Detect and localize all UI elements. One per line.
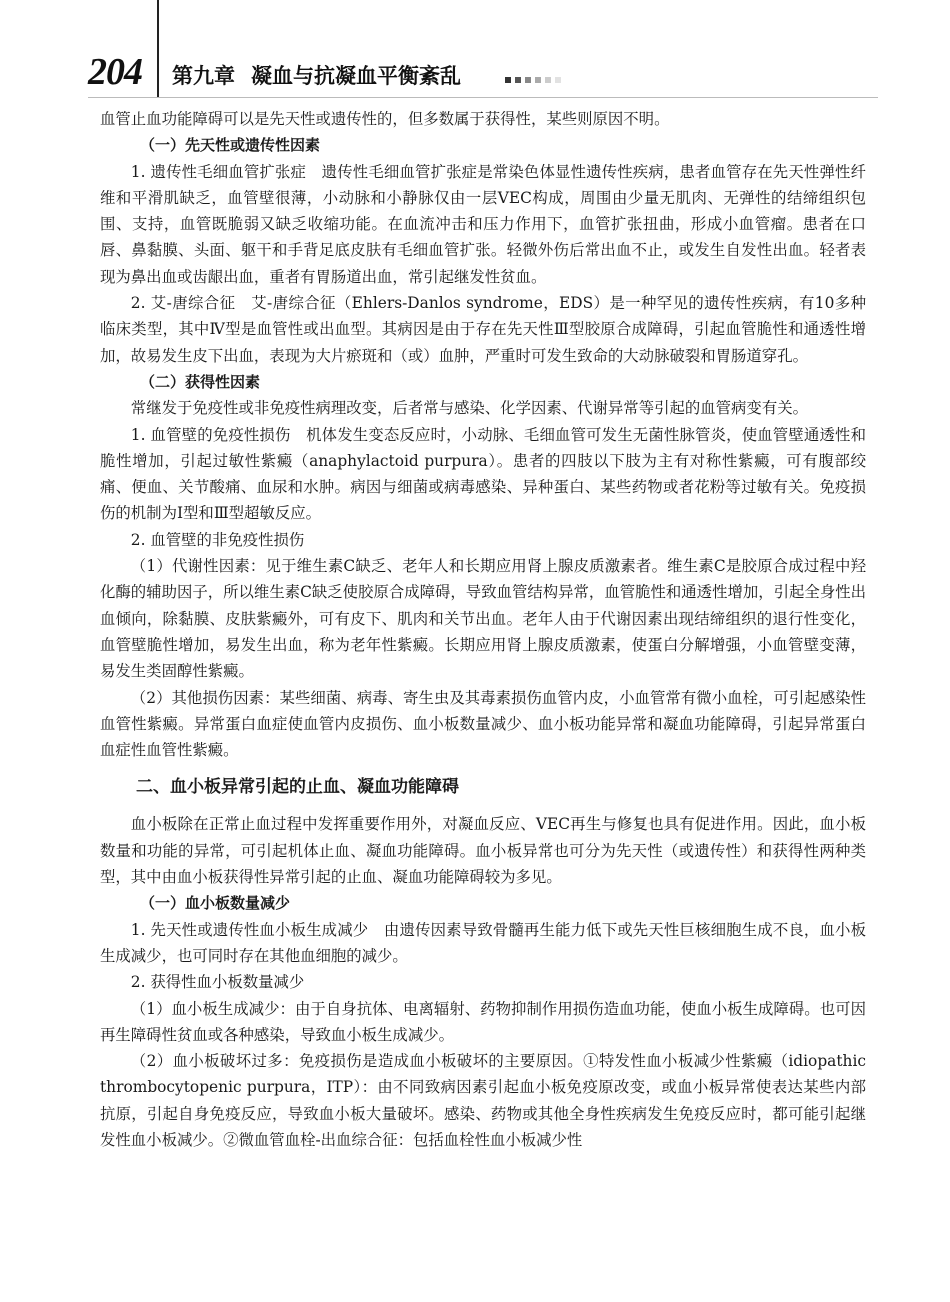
header-vertical-rule — [157, 0, 159, 98]
item-title: 1. 遗传性毛细血管扩张症 — [130, 162, 307, 181]
heading-congenital-factors: （一）先天性或遗传性因素 — [140, 136, 321, 155]
item-title: 1. 血管壁的免疫性损伤 — [130, 425, 291, 444]
heading-section-platelet: 二、血小板异常引起的止血、凝血功能障碍 — [136, 777, 459, 798]
paragraph-platelet-intro: 血小板除在正常止血过程中发挥重要作用外，对凝血反应、VEC再生与修复也具有促进作用。因此，血小板数量和功能的异常，可引起机体止血、凝血功能障碍。血小板异常也可分为先天性（或遗传性）和获得性两种类型，其中由血小板获得性异常引起的止血、凝血功能障碍较为多见。 — [100, 815, 866, 887]
paragraph-immune-injury: 1. 血管壁的免疫性损伤 机体发生变态反应时，小动脉、毛细血管可发生无菌性脉管炎，使血管壁通透性和脆性增加，引起过敏性紫癜（anaphylactoid purpura）。患者的四肢以下肢为主有对称性紫癜，可有腹部绞痛、便血、关节酸痛、血尿和水肿。病因与细菌或病毒感染、异种蛋白、某些药物或者花粉等过敏有关。免疫损伤的机制为Ⅰ型和Ⅲ型超敏反应。 — [100, 425, 866, 523]
paragraph-hht: 1. 遗传性毛细血管扩张症 遗传性毛细血管扩张症是常染色体显性遗传性疾病，患者血管存在先天性弹性纤维和平滑肌缺乏，血管壁很薄，小动脉和小静脉仅由一层VEC构成，周围由少量无肌肉、无弹性的结缔组织包围、支持，血管既脆弱又缺乏收缩功能。在血流冲击和压力作用下，血管扩张扭曲，形成小血管瘤。患者在口唇、鼻黏膜、头面、躯干和手背足底皮肤有毛细血管扩张。轻微外伤后常出血不止，或发生自发性出血。轻者表现为鼻出血或齿龈出血，重者有胃肠道出血，常引起继发性贫血。 — [100, 162, 866, 286]
paragraph-other-injury: （2）其他损伤因素：某些细菌、病毒、寄生虫及其毒素损伤血管内皮，小血管常有微小血栓，可引起感染性血管性紫癜。异常蛋白血症使血管内皮损伤、血小板数量减少、血小板功能异常和凝血功能障碍，引起异常蛋白血症性血管性紫癜。 — [100, 688, 866, 760]
heading-acquired-factors: （二）获得性因素 — [140, 372, 261, 391]
paragraph-eds: 2. 艾-唐综合征 艾-唐综合征（Ehlers-Danlos syndrome，EDS）是一种罕见的遗传性疾病，有10多种临床类型，其中Ⅳ型是血管性或出血型。其病因是由于存在先天性Ⅲ型胶原合成障碍，引起血管脆性和通透性增加，故易发生皮下出血，表现为大片瘀斑和（或）血肿，严重时可发生致命的大动脉破裂和胃肠道穿孔。 — [100, 294, 866, 365]
paragraph-intro: 血管止血功能障碍可以是先天性或遗传性的，但多数属于获得性，某些则原因不明。 — [100, 110, 670, 128]
item-title: 2. 艾-唐综合征 — [130, 294, 236, 313]
chapter-decoration — [505, 68, 605, 76]
paragraph-reduced-production: （1）血小板生成减少：由于自身抗体、电离辐射、药物抑制作用损伤造血功能，使血小板生成障碍。也可因再生障碍性贫血或各种感染，导致血小板生成减少。 — [100, 999, 866, 1044]
chapter-number: 第九章 — [172, 64, 235, 88]
subheading-non-immune-injury: 2. 血管壁的非免疫性损伤 — [130, 530, 305, 549]
chapter-heading — [172, 60, 461, 90]
chapter-title: 凝血与抗凝血平衡紊乱 — [251, 64, 461, 88]
page-number: 204 — [88, 51, 142, 93]
heading-platelet-decrease: （一）血小板数量减少 — [140, 894, 291, 913]
paragraph-metabolic: （1）代谢性因素：见于维生素C缺乏、老年人和长期应用肾上腺皮质激素者。维生素C是胶原合成过程中羟化酶的辅助因子，所以维生素C缺乏使胶原合成障碍，导致血管结构异常，血管脆性和通透性增加，引起全身性出血倾向，除黏膜、皮肤紫癜外，可有皮下、肌肉和关节出血。老年人由于代谢因素出现结缔组织的退行性变化，血管壁脆性增加，易发生出血，称为老年性紫癜。长期应用肾上腺皮质激素，使蛋白分解增强，小血管壁变薄，易发生类固醇性紫癜。 — [100, 557, 866, 681]
paragraph-congenital-thrombocytopenia: 1. 先天性或遗传性血小板生成减少 由遗传因素导致骨髓再生能力低下或先天性巨核细胞生成不良，血小板生成减少，也可同时存在其他血细胞的减少。 — [100, 920, 866, 965]
subheading-acquired-thrombocytopenia: 2. 获得性血小板数量减少 — [130, 973, 305, 992]
header-divider — [88, 97, 878, 98]
paragraph-excess-destruction: （2）血小板破坏过多：免疫损伤是造成血小板破坏的主要原因。①特发性血小板减少性紫癜（idiopathic thrombocytopenic purpura，ITP）：由不同致病因素引起血小板免疫原改变，或血小板异常使表达某些内部抗原，引起自身免疫反应，导致血小板大量破坏。感染、药物或其他全身性疾病发生免疫反应时，都可能引起继发性血小板减少。②微血管血栓-出血综合征：包括血栓性血小板减少性 — [100, 1052, 866, 1149]
item-title: 1. 先天性或遗传性血小板生成减少 — [130, 920, 369, 939]
paragraph-acquired-intro: 常继发于免疫性或非免疫性病理改变，后者常与感染、化学因素、代谢异常等引起的血管病变有关。 — [130, 399, 808, 418]
page-body — [100, 106, 866, 1153]
